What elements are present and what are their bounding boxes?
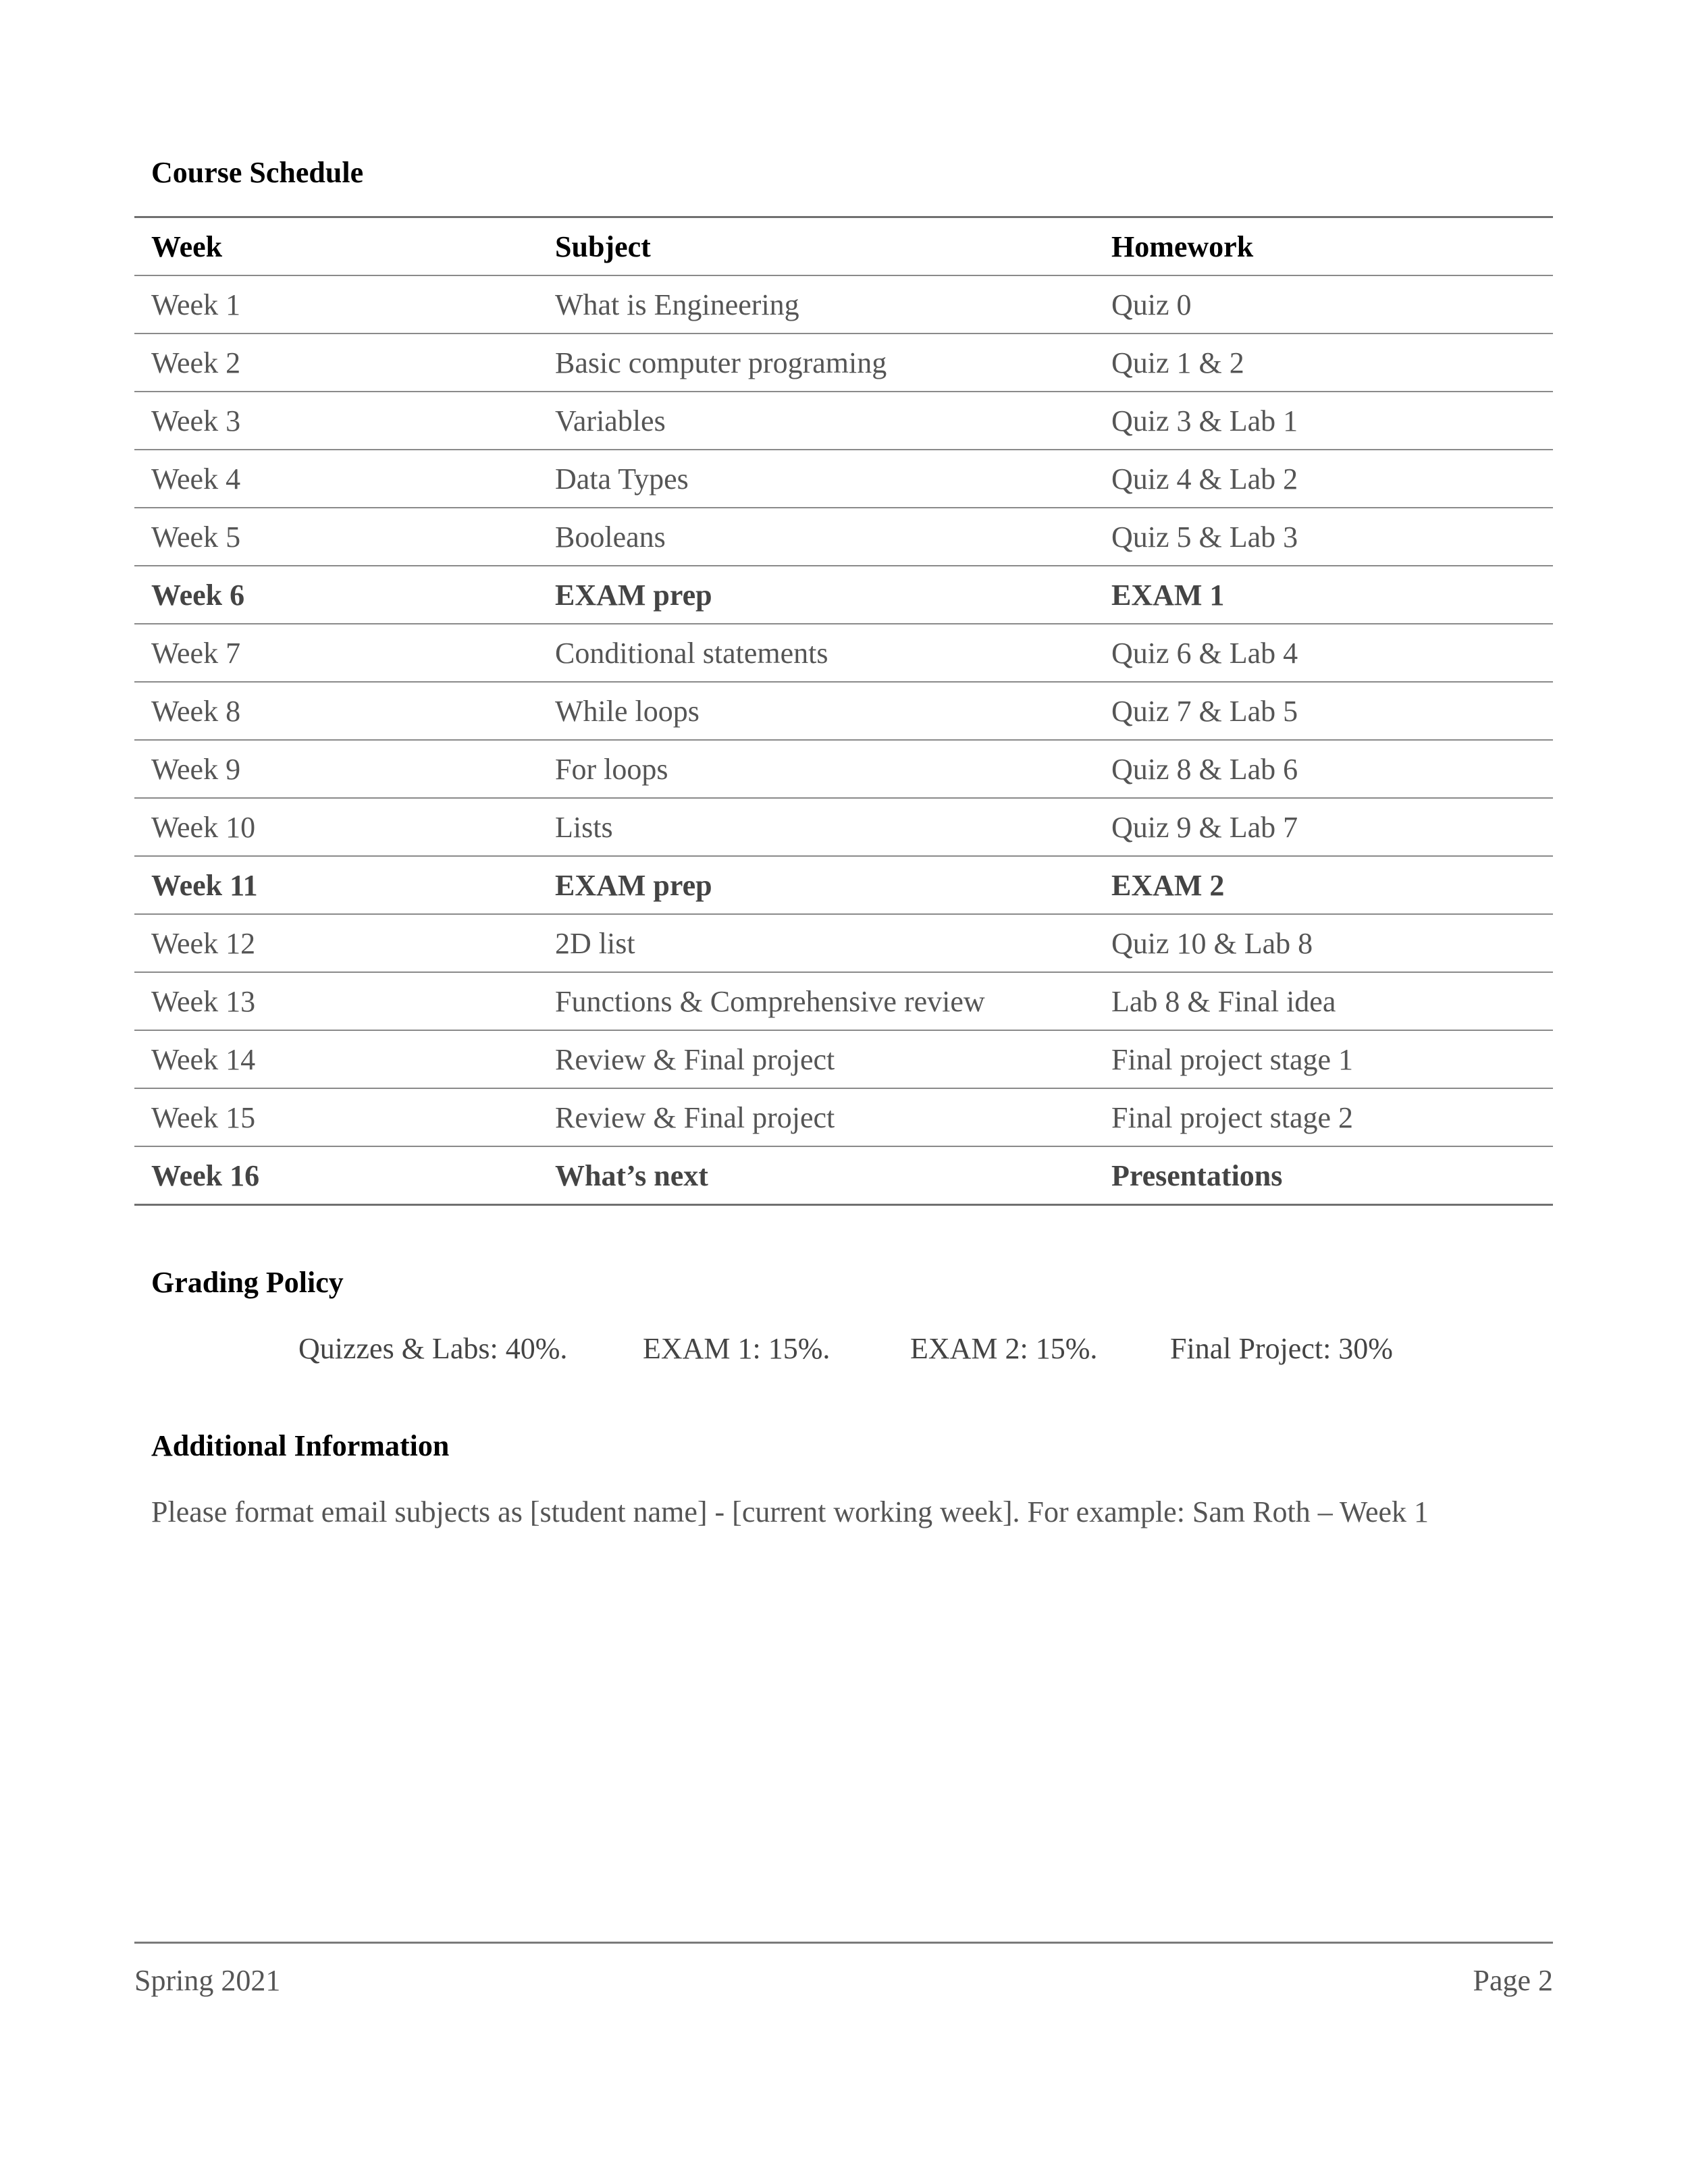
cell-homework: Final project stage 1 <box>1094 1030 1553 1088</box>
cell-subject: Conditional statements <box>538 624 1094 682</box>
cell-week: Week 8 <box>134 682 538 740</box>
cell-homework: Quiz 8 & Lab 6 <box>1094 740 1553 798</box>
table-row <box>134 1088 1553 1146</box>
cell-subject: Booleans <box>538 508 1094 566</box>
footer-semester: Spring 2021 <box>134 1964 281 1997</box>
cell-week: Week 5 <box>134 508 538 566</box>
table-row <box>134 275 1553 334</box>
table-row <box>134 798 1553 856</box>
grading-item-exam-2: EXAM 2: 15%. <box>910 1332 1098 1365</box>
table-row <box>134 624 1553 682</box>
cell-homework: Quiz 4 & Lab 2 <box>1094 450 1553 508</box>
cell-homework: Quiz 10 & Lab 8 <box>1094 914 1553 972</box>
cell-homework: Presentations <box>1094 1146 1553 1205</box>
schedule-table-body <box>134 275 1553 1205</box>
cell-homework: Quiz 6 & Lab 4 <box>1094 624 1553 682</box>
cell-homework: EXAM 2 <box>1094 856 1553 914</box>
cell-subject: EXAM prep <box>538 566 1094 624</box>
cell-homework: Final project stage 2 <box>1094 1088 1553 1146</box>
table-row <box>134 856 1553 914</box>
cell-subject: 2D list <box>538 914 1094 972</box>
cell-homework: Quiz 5 & Lab 3 <box>1094 508 1553 566</box>
cell-homework: Quiz 3 & Lab 1 <box>1094 392 1553 450</box>
table-row <box>134 740 1553 798</box>
cell-week: Week 9 <box>134 740 538 798</box>
cell-homework: Quiz 0 <box>1094 275 1553 334</box>
footer-page-number: Page 2 <box>1473 1964 1553 1997</box>
cell-week: Week 6 <box>134 566 538 624</box>
additional-information-heading: Additional Information <box>151 1429 450 1462</box>
cell-subject: Basic computer programing <box>538 334 1094 392</box>
column-header-subject: Subject <box>538 217 1094 276</box>
cell-homework: Lab 8 & Final idea <box>1094 972 1553 1030</box>
table-row <box>134 1146 1553 1205</box>
cell-subject: Review & Final project <box>538 1030 1094 1088</box>
column-header-homework: Homework <box>1094 217 1553 276</box>
cell-subject: Lists <box>538 798 1094 856</box>
table-row <box>134 682 1553 740</box>
cell-homework: Quiz 1 & 2 <box>1094 334 1553 392</box>
table-row <box>134 450 1553 508</box>
cell-subject: Variables <box>538 392 1094 450</box>
table-row <box>134 508 1553 566</box>
cell-subject: EXAM prep <box>538 856 1094 914</box>
cell-week: Week 7 <box>134 624 538 682</box>
grading-item-exam-1: EXAM 1: 15%. <box>643 1332 830 1365</box>
table-row <box>134 1030 1553 1088</box>
cell-subject: Data Types <box>538 450 1094 508</box>
cell-week: Week 4 <box>134 450 538 508</box>
table-row <box>134 334 1553 392</box>
cell-week: Week 13 <box>134 972 538 1030</box>
grading-item-final-project: Final Project: 30% <box>1170 1332 1393 1365</box>
cell-homework: EXAM 1 <box>1094 566 1553 624</box>
course-schedule-heading: Course Schedule <box>151 156 364 189</box>
cell-week: Week 3 <box>134 392 538 450</box>
column-header-week: Week <box>134 217 538 276</box>
cell-homework: Quiz 7 & Lab 5 <box>1094 682 1553 740</box>
cell-week: Week 1 <box>134 275 538 334</box>
course-schedule-table <box>134 216 1553 1206</box>
cell-week: Week 14 <box>134 1030 538 1088</box>
table-row <box>134 914 1553 972</box>
cell-week: Week 10 <box>134 798 538 856</box>
cell-week: Week 11 <box>134 856 538 914</box>
footer-divider <box>134 1942 1553 1944</box>
table-header-row <box>134 217 1553 276</box>
grading-item-quizzes-labs: Quizzes & Labs: 40%. <box>298 1332 568 1365</box>
cell-subject: Review & Final project <box>538 1088 1094 1146</box>
table-row <box>134 392 1553 450</box>
cell-subject: What is Engineering <box>538 275 1094 334</box>
cell-subject: What’s next <box>538 1146 1094 1205</box>
cell-week: Week 12 <box>134 914 538 972</box>
cell-week: Week 16 <box>134 1146 538 1205</box>
additional-information-text: Please format email subjects as [student name] - [current working week]. For example: Sam Roth – Week 1 <box>151 1495 1429 1528</box>
cell-homework: Quiz 9 & Lab 7 <box>1094 798 1553 856</box>
cell-subject: For loops <box>538 740 1094 798</box>
cell-week: Week 15 <box>134 1088 538 1146</box>
cell-week: Week 2 <box>134 334 538 392</box>
grading-policy-heading: Grading Policy <box>151 1266 344 1299</box>
cell-subject: Functions & Comprehensive review <box>538 972 1094 1030</box>
table-row <box>134 566 1553 624</box>
table-row <box>134 972 1553 1030</box>
cell-subject: While loops <box>538 682 1094 740</box>
grading-breakdown <box>0 1331 1688 1372</box>
